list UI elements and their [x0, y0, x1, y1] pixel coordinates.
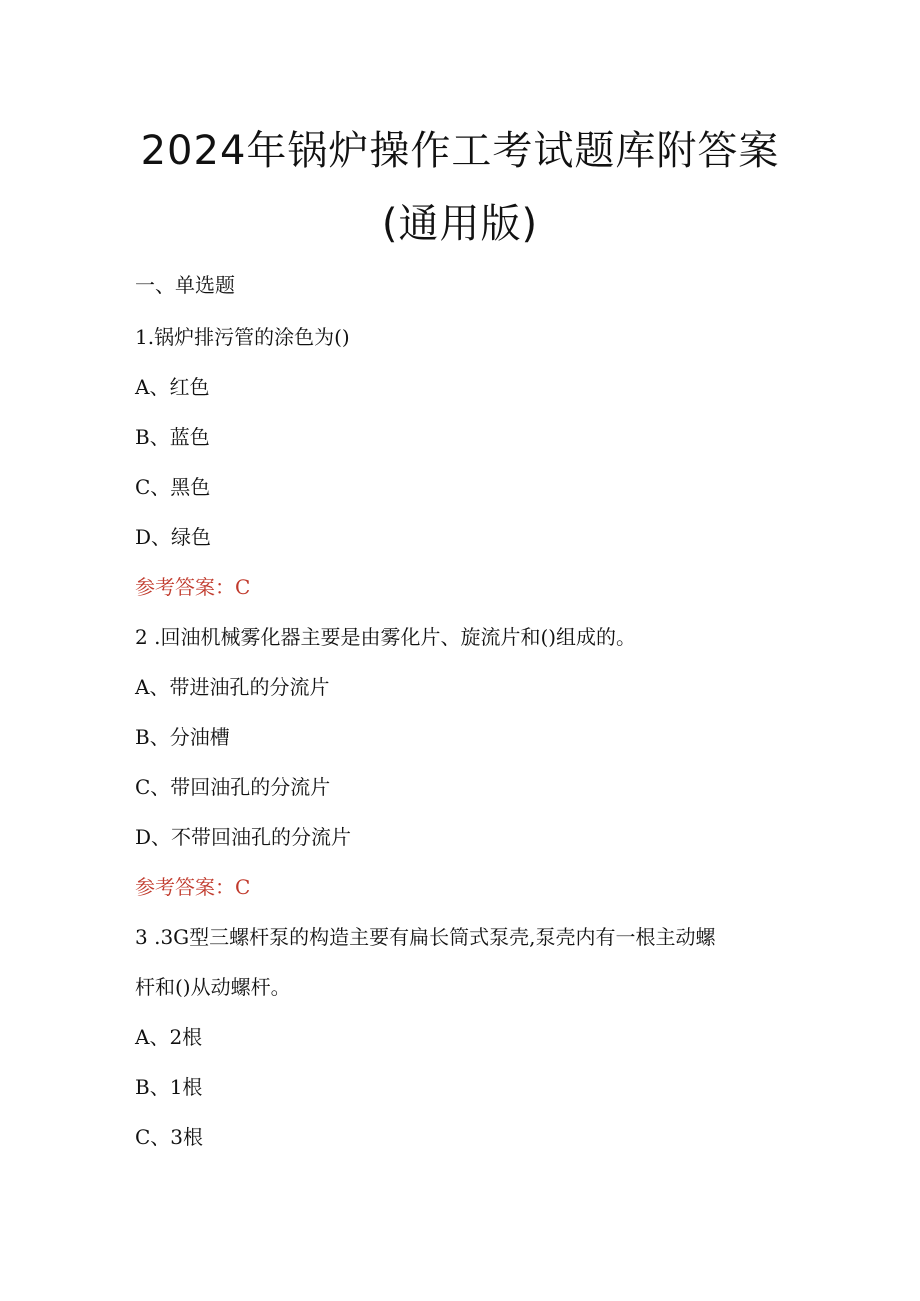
question-1-option-b: B、蓝色: [135, 425, 210, 449]
document-title-line1: 2024年锅炉操作工考试题库附答案: [140, 128, 780, 174]
document-title-line2: (通用版): [381, 201, 539, 247]
question-1-stem: 1.锅炉排污管的涂色为(): [135, 325, 350, 349]
question-2-option-d: D、不带回油孔的分流片: [135, 825, 352, 849]
question-2-option-a: A、带进油孔的分流片: [135, 675, 330, 699]
question-3-stem-line1: 3 .3G型三螺杆泵的构造主要有扁长筒式泵壳,泵壳内有一根主动螺: [135, 925, 716, 949]
question-1-option-c: C、黑色: [135, 475, 211, 499]
question-2-option-c: C、带回油孔的分流片: [135, 775, 331, 799]
question-1-answer: 参考答案：C: [135, 575, 251, 599]
question-1-option-a: A、红色: [135, 375, 210, 399]
question-2-answer: 参考答案：C: [135, 875, 251, 899]
question-1-option-d: D、绿色: [135, 525, 212, 549]
question-3-option-a: A、2根: [135, 1025, 203, 1049]
question-3-option-c: C、3根: [135, 1125, 204, 1149]
question-2-option-b: B、分油槽: [135, 725, 230, 749]
question-2-stem: 2 .回油机械雾化器主要是由雾化片、旋流片和()组成的。: [135, 625, 637, 649]
section-heading: 一、单选题: [135, 273, 235, 297]
question-3-stem-line2: 杆和()从动螺杆。: [135, 975, 291, 999]
question-3-option-b: B、1根: [135, 1075, 203, 1099]
